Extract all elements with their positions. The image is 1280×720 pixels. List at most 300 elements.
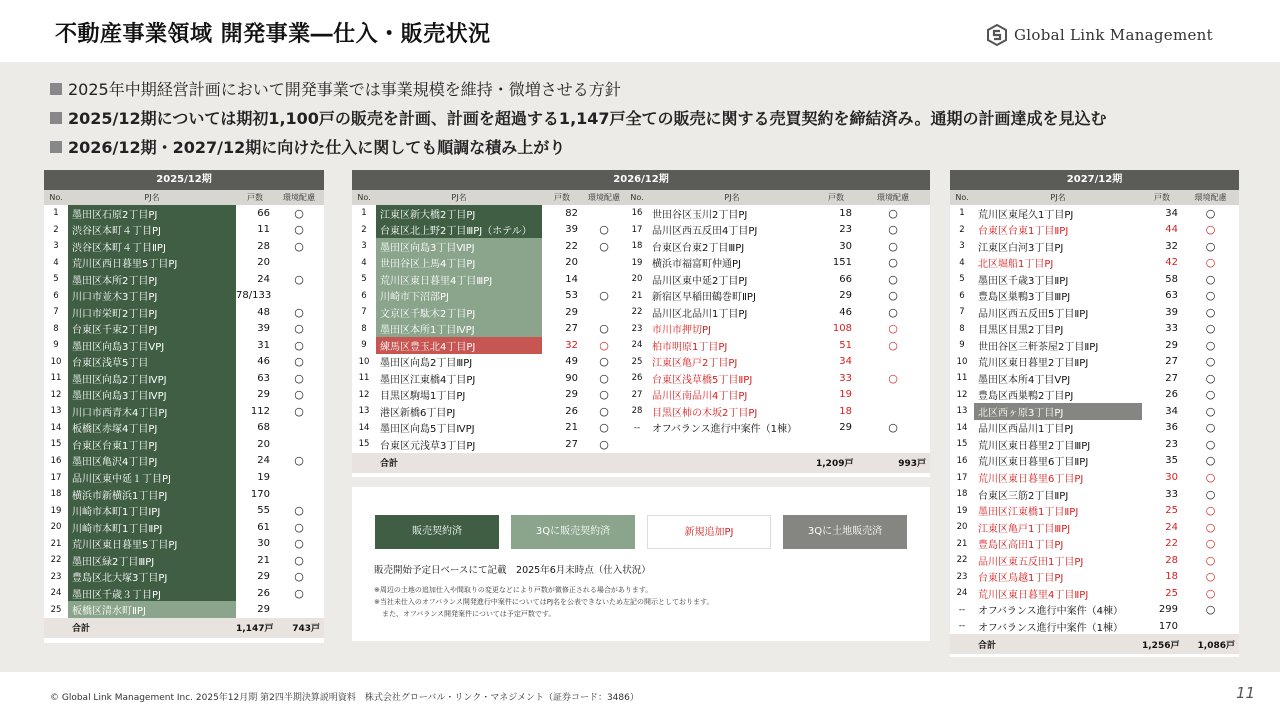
table-row — [950, 387, 1239, 404]
row-no: 19 — [50, 505, 62, 516]
row-no: 26 — [631, 373, 643, 384]
unit-count: 19 — [839, 389, 852, 401]
row-no: -- — [958, 621, 966, 632]
row-no: 22 — [956, 555, 968, 566]
table-row — [44, 255, 324, 272]
unit-count: 33 — [1165, 323, 1178, 335]
project-name: 台東区浅草橋5丁目ⅡPJ — [652, 374, 753, 386]
project-name: 荒川区東日暮里5丁目PJ — [68, 535, 236, 552]
unit-count: 30 — [257, 538, 270, 550]
row-no: 24 — [631, 340, 643, 351]
col-no: No. — [44, 190, 68, 205]
legend-note: 販売開始予定日ベースにて記載 2025年6月末時点（仕入状況） — [374, 565, 651, 576]
table-row — [44, 403, 324, 420]
env-mark: ○ — [294, 404, 304, 418]
table-row — [352, 205, 930, 222]
env-mark: ○ — [599, 404, 609, 418]
env-mark: ○ — [294, 305, 304, 319]
project-name: 渋谷区本町４丁目ⅡPJ — [68, 238, 236, 255]
env-mark — [582, 255, 626, 272]
table-row — [352, 321, 930, 338]
unit-count: 28 — [1165, 554, 1178, 566]
env-mark: ○ — [294, 504, 304, 518]
project-name: 板橋区清水町ⅡPJ — [68, 601, 236, 618]
table-row — [950, 271, 1239, 288]
table-row — [44, 535, 324, 552]
col-no: No. — [352, 190, 376, 205]
project-name: 荒川区東日暮里2丁目ⅢPJ — [978, 440, 1091, 452]
legend-sold: 販売契約済 — [375, 515, 499, 549]
unit-count: 39 — [257, 323, 270, 335]
env-mark: ○ — [1205, 570, 1216, 584]
legend-panel — [352, 487, 930, 641]
project-name: オフバランス進行中案件（4棟） — [978, 606, 1123, 618]
unit-count: 66 — [257, 207, 270, 219]
bullet-square-icon — [50, 83, 62, 95]
unit-count: 25 — [1165, 587, 1178, 599]
unit-count: 46 — [257, 356, 270, 368]
unit-count: 30 — [1165, 472, 1178, 483]
env-mark: ○ — [294, 553, 304, 567]
env-mark: ○ — [599, 421, 609, 435]
env-mark: ○ — [294, 223, 304, 237]
project-name: 荒川区東日暮里4丁目ⅡPJ — [978, 589, 1089, 601]
env-mark — [274, 601, 324, 618]
env-mark: ○ — [1205, 289, 1216, 303]
row-no: 17 — [631, 224, 643, 235]
table-row — [44, 271, 324, 288]
unit-count: 39 — [565, 224, 578, 236]
table-row — [950, 321, 1239, 338]
table-row — [352, 354, 930, 371]
unit-count: 51 — [839, 339, 852, 351]
table-row — [352, 288, 930, 305]
env-mark: ○ — [1205, 206, 1216, 220]
project-name: 港区新橋6丁目PJ — [380, 407, 456, 419]
table-2027-panel — [950, 170, 1239, 657]
env-mark: ○ — [888, 239, 898, 253]
row-no: 3 — [361, 241, 367, 252]
unit-count: 26 — [565, 405, 578, 417]
total-label: 合計 — [44, 618, 236, 638]
project-name: 品川区東五反田1丁目PJ — [978, 556, 1084, 568]
unit-count: 26 — [1165, 389, 1178, 401]
row-no: 7 — [959, 307, 965, 318]
table-2026-panel — [352, 170, 930, 477]
row-no: 1 — [361, 208, 367, 219]
project-name: 板橋区赤塚4丁目PJ — [68, 420, 236, 437]
project-name: オフバランス進行中案件（1棟） — [652, 424, 797, 436]
table-2027 — [950, 190, 1239, 654]
row-no: 11 — [956, 373, 968, 384]
env-mark: ○ — [888, 305, 898, 319]
project-name: 台東区鳥越1丁目PJ — [978, 573, 1064, 585]
unit-count: 28 — [257, 240, 270, 252]
table-row — [352, 387, 930, 404]
env-mark — [856, 403, 930, 420]
env-mark: ○ — [1205, 305, 1216, 319]
project-name: 墨田区江東橋1丁目ⅡPJ — [978, 507, 1079, 519]
env-mark: ○ — [1205, 371, 1216, 385]
env-mark: ○ — [294, 586, 304, 600]
table-row — [44, 469, 324, 486]
project-name: 市川市押切PJ — [652, 325, 711, 337]
bullet-text: 2026/12期・2027/12期に向けた仕入に関しても順調な積み上がり — [68, 138, 566, 157]
project-name: オフバランス進行中案件（1棟） — [978, 622, 1123, 634]
project-name: 川崎市下沼部PJ — [376, 288, 542, 305]
row-no: 4 — [361, 257, 367, 268]
total-units: 1,209戸 — [816, 453, 856, 473]
env-mark — [582, 271, 626, 288]
row-no: 14 — [358, 422, 370, 433]
project-name: 墨田区緑2丁目ⅢPJ — [68, 552, 236, 569]
table-2025-panel — [44, 170, 324, 643]
env-mark: ○ — [1205, 355, 1216, 369]
table-row — [950, 337, 1239, 354]
project-name: 墨田区本所2丁目PJ — [68, 271, 236, 288]
unit-count: 20 — [565, 257, 578, 269]
unit-count: 39 — [1165, 306, 1178, 318]
table-row — [950, 354, 1239, 371]
table-row — [950, 403, 1239, 420]
unit-count: 112 — [250, 405, 270, 417]
row-no: 18 — [956, 489, 968, 500]
env-mark: ○ — [294, 537, 304, 551]
env-mark: ○ — [1205, 239, 1216, 253]
project-name: 江東区亀戸2丁目PJ — [652, 358, 738, 370]
unit-count: 63 — [1165, 290, 1178, 302]
total-units: 1,147戸 — [236, 618, 274, 638]
project-name: 墨田区千歳3丁目ⅡPJ — [978, 275, 1069, 287]
row-no: 5 — [53, 274, 59, 285]
project-name: 台東区浅草5丁目 — [68, 354, 236, 371]
env-mark: ○ — [599, 388, 609, 402]
table-row — [44, 486, 324, 503]
env-mark: ○ — [1205, 504, 1216, 518]
env-mark: ○ — [294, 322, 304, 336]
total-label: 合計 — [352, 453, 816, 473]
bullet-3 — [50, 135, 565, 158]
col-no: No. — [950, 190, 974, 205]
project-name: 川口市栄町2丁目PJ — [68, 304, 236, 321]
table-row — [44, 436, 324, 453]
table-row — [950, 453, 1239, 470]
env-mark — [274, 486, 324, 503]
unit-count: 22 — [1165, 538, 1178, 550]
table-row — [44, 321, 324, 338]
table-row — [352, 238, 930, 255]
project-name: 品川区東中延１丁目PJ — [68, 469, 236, 486]
env-mark: ○ — [888, 371, 898, 385]
unit-count: 63 — [257, 372, 270, 384]
total-row — [352, 453, 930, 473]
project-name: 荒川区東日暮里6丁目PJ — [978, 474, 1084, 485]
table-2026-title: 2026/12期 — [352, 170, 930, 190]
row-no: 18 — [50, 489, 62, 500]
logo-icon — [986, 24, 1008, 46]
table-row — [352, 255, 930, 272]
row-no: 8 — [959, 323, 965, 334]
row-no: 21 — [631, 290, 643, 301]
table-2026 — [352, 190, 930, 473]
row-no: 14 — [956, 422, 968, 433]
table-2027-title: 2027/12期 — [950, 170, 1239, 190]
env-mark: ○ — [1205, 223, 1216, 237]
unit-count: 33 — [839, 372, 852, 384]
table-row — [950, 568, 1239, 585]
unit-count: 29 — [257, 604, 270, 616]
env-mark: ○ — [888, 223, 898, 237]
env-mark: ○ — [1205, 388, 1216, 402]
env-mark — [856, 354, 930, 371]
table-row — [44, 205, 324, 222]
env-mark: ○ — [888, 272, 898, 286]
env-mark: ○ — [294, 239, 304, 253]
col-name: PJ名 — [648, 190, 816, 205]
row-no: 10 — [358, 356, 370, 367]
row-no: 23 — [50, 571, 62, 582]
row-no: 8 — [53, 323, 59, 334]
project-name: 世田谷区上馬4丁目PJ — [376, 255, 542, 272]
unit-count: 34 — [839, 356, 852, 368]
row-no: 17 — [956, 472, 968, 483]
env-mark — [274, 469, 324, 486]
row-no: 23 — [956, 571, 968, 582]
row-no: 15 — [50, 439, 62, 450]
row-no: 27 — [631, 389, 643, 400]
env-mark: ○ — [888, 289, 898, 303]
project-name: 荒川区東日暮里4丁目ⅢPJ — [376, 271, 542, 288]
env-mark: ○ — [294, 570, 304, 584]
project-name: 横浜市新横浜1丁目PJ — [68, 486, 236, 503]
env-mark: ○ — [888, 256, 898, 270]
legend-sold-3q: 3Qに販売契約済 — [511, 515, 635, 549]
row-no: 16 — [956, 455, 968, 466]
table-row — [950, 370, 1239, 387]
env-mark — [274, 288, 324, 305]
table-row — [44, 568, 324, 585]
row-no: 6 — [361, 290, 367, 301]
project-name: 北区堀船1丁目PJ — [978, 259, 1054, 271]
footnote-3: また、オフバランス開発案件については予定戸数です。 — [382, 610, 556, 618]
table-row — [352, 436, 930, 453]
unit-count: 34 — [1165, 207, 1178, 219]
project-name: 墨田区石原2丁目PJ — [68, 205, 236, 222]
unit-count: 49 — [565, 356, 578, 368]
project-name: 墨田区千歳３丁目PJ — [68, 585, 236, 602]
project-name: 世田谷区玉川2丁目PJ — [652, 209, 748, 221]
unit-count: 31 — [257, 339, 270, 351]
env-mark: ○ — [1205, 471, 1216, 484]
col-name: PJ名 — [68, 190, 236, 205]
row-no: 22 — [50, 555, 62, 566]
project-name: 江東区亀戸1丁目ⅢPJ — [978, 523, 1071, 535]
env-mark — [274, 420, 324, 437]
table-row — [44, 337, 324, 354]
table-row — [44, 552, 324, 569]
total-env: 1,086戸 — [1182, 634, 1239, 654]
bullet-text: 2025/12期については期初1,100戸の販売を計画、計画を超過する1,147戸全ての販売に関する売買契約を締結済み。通期の計画達成を見込む — [68, 109, 1107, 128]
unit-count: 68 — [257, 422, 270, 434]
project-name: 品川区西五反田5丁目ⅡPJ — [978, 308, 1089, 320]
col-units: 戸数 — [816, 190, 856, 205]
project-name: 荒川区東尾久1丁目PJ — [978, 209, 1074, 221]
row-no: 16 — [631, 208, 643, 219]
unit-count: 20 — [257, 438, 270, 450]
table-row — [352, 271, 930, 288]
col-env: 環境配慮 — [856, 190, 930, 205]
bullet-square-icon — [50, 112, 62, 124]
row-no: 10 — [956, 356, 968, 367]
unit-count: 18 — [839, 207, 852, 219]
table-row — [44, 354, 324, 371]
project-name: 品川区西五反田4丁目PJ — [652, 226, 758, 238]
project-name: 文京区千駄木2丁目PJ — [376, 304, 542, 321]
project-name: 新宿区早稲田鶴巻町ⅡPJ — [652, 292, 756, 304]
project-name: 世田谷区三軒茶屋2丁目ⅡPJ — [978, 341, 1099, 353]
unit-count: 46 — [839, 306, 852, 318]
row-no: 19 — [631, 257, 643, 268]
table-row — [44, 585, 324, 602]
unit-count: 78/133 — [236, 290, 272, 302]
project-name: 川口市西青木4丁目PJ — [68, 403, 236, 420]
row-no: 24 — [50, 588, 62, 599]
col-no: No. — [626, 190, 648, 205]
legend-land-sold-3q: 3Qに土地販売済 — [783, 515, 907, 549]
unit-count: 27 — [565, 438, 578, 450]
env-mark: ○ — [888, 338, 898, 352]
table-row — [44, 288, 324, 305]
table-row — [950, 255, 1239, 272]
project-name: 豊島区西巣鴨2丁目PJ — [978, 391, 1074, 403]
col-units: 戸数 — [542, 190, 582, 205]
unit-count: 19 — [257, 472, 270, 483]
row-no: 11 — [358, 373, 370, 384]
env-mark: ○ — [294, 355, 304, 369]
table-row — [950, 618, 1239, 635]
env-mark: ○ — [1205, 520, 1216, 534]
row-no: 13 — [50, 406, 62, 417]
env-mark: ○ — [599, 338, 609, 352]
row-no: -- — [633, 422, 641, 433]
env-mark: ○ — [294, 338, 304, 352]
bullet-text: 2025年中期経営計画において開発事業では事業規模を維持・微増させる方針 — [68, 80, 621, 99]
env-mark — [582, 304, 626, 321]
project-name: 台東区三筋2丁目ⅡPJ — [978, 490, 1069, 502]
row-no: 7 — [361, 307, 367, 318]
unit-count: 23 — [1165, 438, 1178, 450]
project-name: 豊島区巣鴨3丁目ⅢPJ — [978, 292, 1071, 304]
unit-count: 53 — [565, 290, 578, 302]
unit-count: 44 — [1165, 224, 1178, 236]
unit-count: 82 — [565, 207, 578, 219]
table-row — [44, 519, 324, 536]
table-row — [352, 403, 930, 420]
env-mark: ○ — [599, 355, 609, 369]
row-no: 9 — [53, 340, 59, 351]
table-row — [352, 222, 930, 239]
total-env: 993戸 — [856, 453, 930, 473]
bullet-square-icon — [50, 141, 62, 153]
row-no: 12 — [358, 389, 370, 400]
total-label: 合計 — [950, 634, 1142, 654]
unit-count: 151 — [832, 257, 852, 269]
row-no: 5 — [959, 274, 965, 285]
total-units: 1,256戸 — [1142, 634, 1182, 654]
project-name: 墨田区向島3丁目ⅤPJ — [68, 337, 236, 354]
footer-copyright: © Global Link Management Inc. 2025年12月期 第2四半期決算説明資料 株式会社グローバル・リンク・マネジメント（証券コード：3486） — [50, 693, 639, 703]
unit-count: 34 — [1165, 405, 1178, 417]
project-name: 墨田区亀沢4丁目PJ — [68, 453, 236, 470]
row-no: 20 — [631, 274, 643, 285]
project-name: 品川区西品川1丁目PJ — [978, 424, 1074, 436]
unit-count: 27 — [1165, 356, 1178, 368]
env-mark: ○ — [294, 371, 304, 385]
unit-count: 90 — [565, 372, 578, 384]
unit-count: 20 — [257, 257, 270, 269]
table-row — [950, 502, 1239, 519]
col-env: 環境配慮 — [274, 190, 324, 205]
project-name: 川崎市本町1丁目ⅠPJ — [68, 502, 236, 519]
unit-count: 25 — [1165, 505, 1178, 517]
env-mark: ○ — [1205, 256, 1216, 270]
project-name: 台東区台東2丁目ⅢPJ — [652, 242, 745, 254]
project-name: 川口市並木3丁目PJ — [68, 288, 236, 305]
unit-count: 21 — [565, 422, 578, 434]
project-name: 墨田区本所1丁目ⅣPJ — [376, 321, 542, 338]
unit-count: 29 — [257, 389, 270, 401]
col-units: 戸数 — [236, 190, 274, 205]
env-mark: ○ — [1205, 322, 1216, 336]
env-mark: ○ — [888, 322, 898, 336]
project-name: 渋谷区本町４丁目PJ — [68, 222, 236, 239]
project-name: 品川区東中延2丁目PJ — [652, 275, 748, 287]
total-row — [44, 618, 324, 638]
project-name: 練馬区豊玉北4丁目PJ — [376, 337, 542, 354]
unit-count: 33 — [1165, 488, 1178, 500]
table-row — [950, 304, 1239, 321]
project-name: 目黒区駒場1丁目PJ — [380, 391, 466, 403]
env-mark: ○ — [1205, 404, 1216, 418]
table-row — [44, 238, 324, 255]
legend-new-pj: 新規追加PJ — [647, 515, 771, 549]
unit-count: 29 — [565, 389, 578, 401]
row-no: 12 — [50, 389, 62, 400]
env-mark — [1182, 618, 1239, 635]
row-no: 15 — [956, 439, 968, 450]
table-row — [950, 288, 1239, 305]
table-row — [950, 552, 1239, 569]
env-mark: ○ — [1205, 487, 1216, 501]
unit-count: 29 — [565, 306, 578, 318]
logo-text: Global Link Management — [1014, 26, 1213, 44]
project-name: 墨田区向島3丁目ⅥPJ — [376, 238, 542, 255]
row-no: 17 — [50, 472, 62, 483]
row-no: 14 — [50, 422, 62, 433]
row-no: 21 — [50, 538, 62, 549]
project-name: 品川区南品川4丁目PJ — [652, 391, 748, 403]
row-no: 2 — [53, 224, 59, 235]
table-row — [352, 304, 930, 321]
table-row — [950, 238, 1239, 255]
row-no: 18 — [631, 241, 643, 252]
project-name: 川崎市本町1丁目ⅡPJ — [68, 519, 236, 536]
project-name: 墨田区向島5丁目ⅣPJ — [380, 424, 475, 436]
table-row — [950, 601, 1239, 618]
row-no: 4 — [53, 257, 59, 268]
table-row — [44, 502, 324, 519]
env-mark: ○ — [599, 437, 609, 451]
